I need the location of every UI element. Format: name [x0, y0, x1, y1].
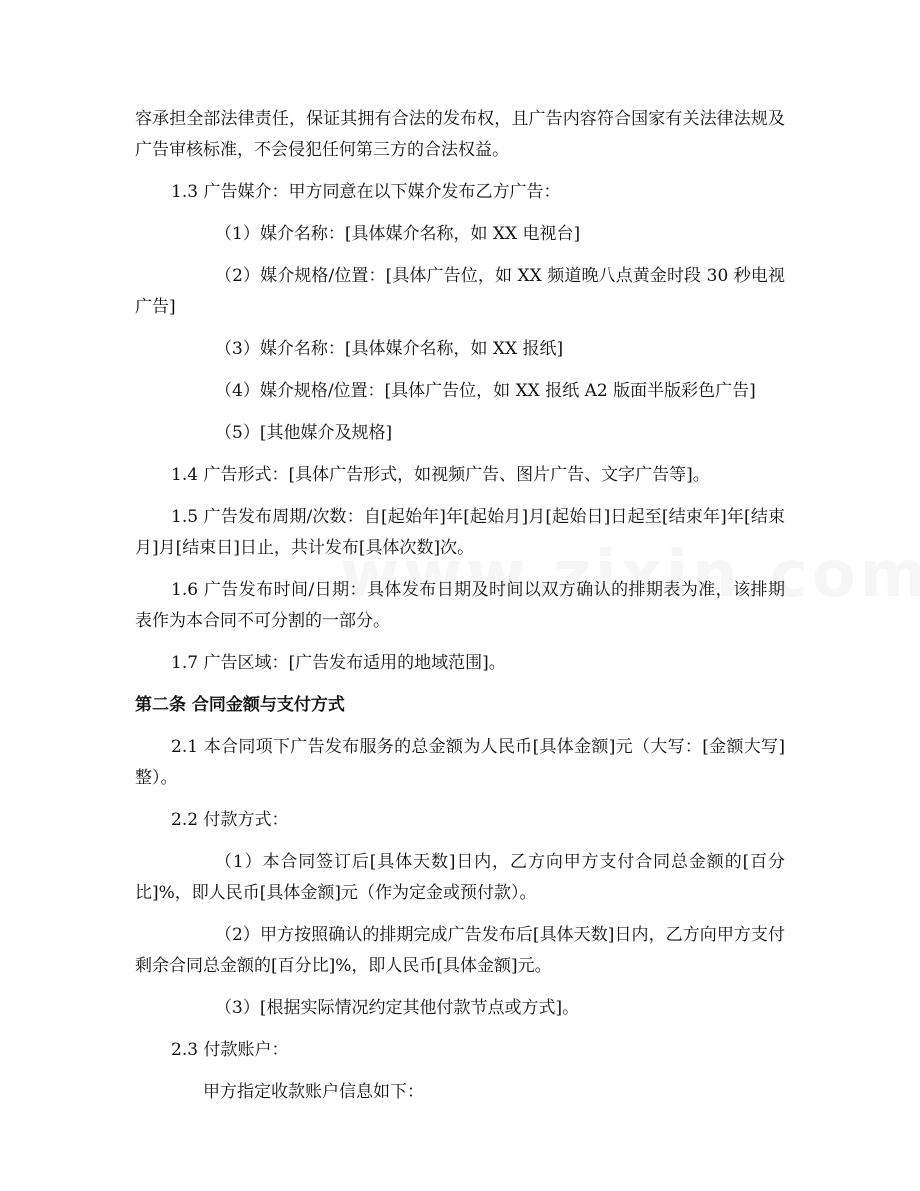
clause-2-3: 2.3 付款账户： [171, 1040, 289, 1060]
section-heading-2: 第二条 合同金额与支付方式 [135, 695, 345, 715]
media-item-4: （4）媒介规格/位置：[具体广告位，如 XX 报纸 A2 版面半版彩色广告] [215, 381, 756, 401]
clause-1-7: 1.7 广告区域：[广告发布适用的地域范围]。 [171, 653, 506, 673]
media-item-2: （2）媒介规格/位置：[具体广告位，如 XX 频道晚八点黄金时段 30 秒电视广告] [135, 266, 785, 317]
clause-1-3: 1.3 广告媒介：甲方同意在以下媒介发布乙方广告： [171, 182, 561, 202]
clause-1-5: 1.5 广告发布周期/次数：自[起始年]年[起始月]月[起始日]日起至[结束年]年[结束月]月[结束日]日止，共计发布[具体次数]次。 [135, 507, 785, 558]
media-item-3: （3）媒介名称：[具体媒介名称，如 XX 报纸] [215, 339, 564, 359]
clause-1-4: 1.4 广告形式：[具体广告形式，如视频广告、图片广告、文字广告等]。 [171, 465, 710, 485]
payment-item-2: （2）甲方按照确认的排期完成广告发布后[具体天数]日内，乙方向甲方支付剩余合同总金额的[百分比]%，即人民币[具体金额]元。 [135, 925, 785, 976]
payment-item-3: （3）[根据实际情况约定其他付款节点或方式]。 [215, 998, 580, 1018]
clause-2-1: 2.1 本合同项下广告发布服务的总金额为人民币[具体金额]元（大写：[金额大写]整）。 [135, 737, 785, 788]
clause-1-6: 1.6 广告发布时间/日期：具体发布日期及时间以双方确认的排期表为准，该排期表作为本合同不可分割的一部分。 [135, 580, 785, 631]
account-info-intro: 甲方指定收款账户信息如下： [203, 1082, 424, 1102]
document-body [135, 104, 785, 1119]
paragraph-continuation: 容承担全部法律责任，保证其拥有合法的发布权，且广告内容符合国家有关法律法规及广告审核标准，不会侵犯任何第三方的合法权益。 [135, 109, 785, 160]
payment-item-1: （1）本合同签订后[具体天数]日内，乙方向甲方支付合同总金额的[百分比]%，即人民币[具体金额]元（作为定金或预付款）。 [135, 852, 785, 903]
clause-2-2: 2.2 付款方式： [171, 810, 289, 830]
media-item-1: （1）媒介名称：[具体媒介名称，如 XX 电视台] [215, 224, 581, 244]
media-item-5: （5）[其他媒介及规格] [215, 423, 393, 443]
